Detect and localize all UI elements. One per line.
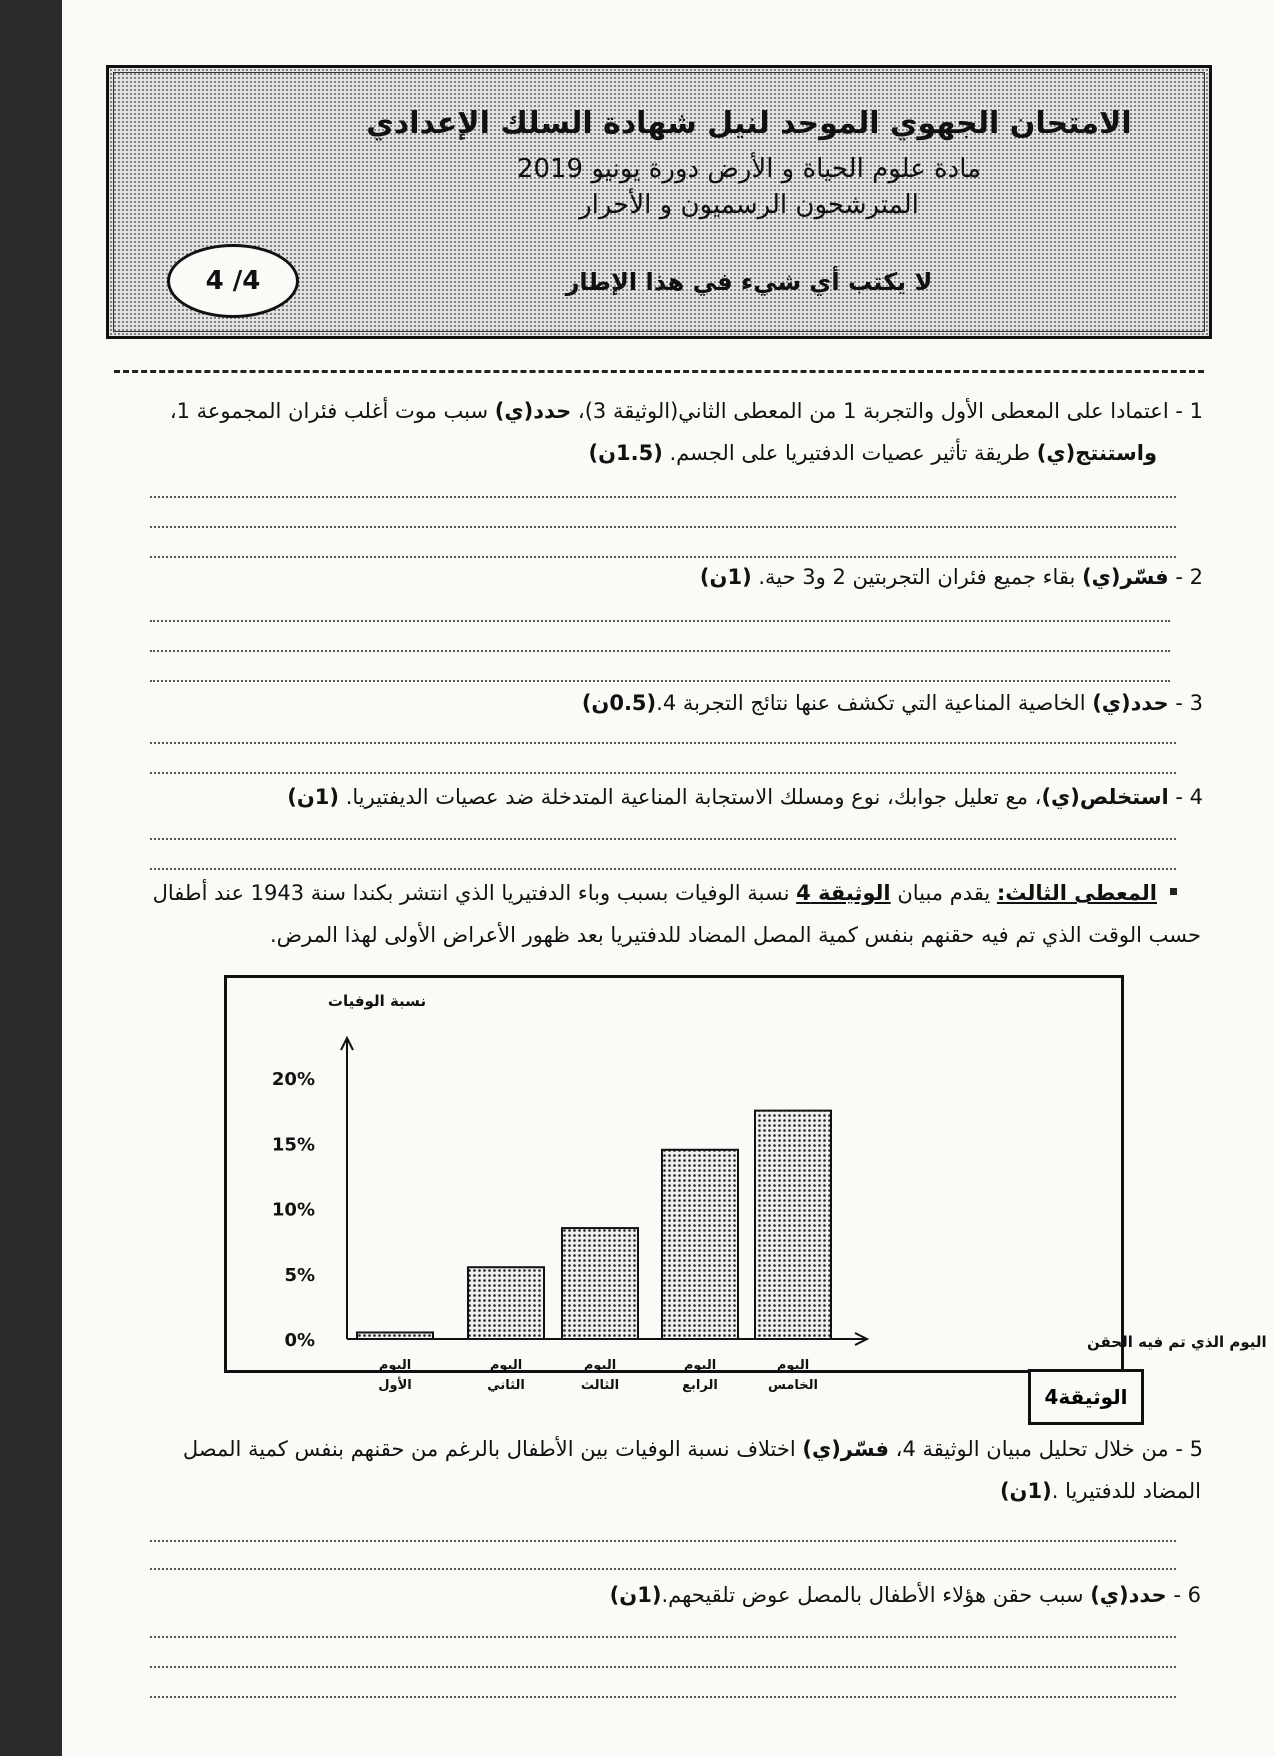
question-5-line-2: المضاد للدفتيريا .(1ن) bbox=[999, 1479, 1201, 1503]
mortality-bar-chart bbox=[227, 978, 1267, 1393]
answer-line[interactable] bbox=[150, 742, 1176, 744]
page-number: 4 /4 bbox=[167, 244, 299, 318]
x-axis-label: اليوم الذي تم فيه الحقن bbox=[1087, 1333, 1267, 1351]
answer-line[interactable] bbox=[150, 556, 1176, 558]
x-tick-label: الأول bbox=[378, 1378, 412, 1393]
answer-line[interactable] bbox=[150, 1540, 1176, 1542]
x-tick-label: الثاني bbox=[487, 1378, 525, 1393]
question-2: 2 - فسّر(ي) بقاء جميع فئران التجربتين 2 و3 حية. (1ن) bbox=[699, 565, 1203, 589]
answer-line[interactable] bbox=[150, 680, 1170, 682]
question-5-line-1: 5 - من خلال تحليل مبيان الوثيقة 4، فسّر(ي) اختلاف نسبة الوفيات بين الأطفال بالرغم من حقنهم بنفس كمية المصل bbox=[182, 1437, 1203, 1461]
answer-line[interactable] bbox=[150, 868, 1176, 870]
exam-header bbox=[106, 65, 1212, 339]
bar-1 bbox=[357, 1332, 433, 1339]
answer-line[interactable] bbox=[150, 772, 1176, 774]
chart-frame bbox=[224, 975, 1267, 1393]
y-tick-label: 0% bbox=[284, 1330, 315, 1351]
answer-line[interactable] bbox=[150, 1666, 1176, 1668]
answer-line[interactable] bbox=[150, 1696, 1176, 1698]
x-tick-label: اليوم bbox=[583, 1358, 617, 1373]
bar-5 bbox=[755, 1111, 831, 1339]
y-tick-label: 15% bbox=[271, 1134, 315, 1156]
bar-2 bbox=[468, 1267, 544, 1339]
question-4: 4 - استخلص(ي)، مع تعليل جوابك، نوع ومسلك الاستجابة المناعية المتدخلة ضد عصيات الديفتيريا. (1ن) bbox=[287, 785, 1203, 809]
question-1-line-1: 1 - اعتمادا على المعطى الأول والتجربة 1 من المعطى الثاني(الوثيقة 3)، حدد(ي) سبب موت أغلب فئران المجموعة 1، bbox=[169, 399, 1203, 423]
x-tick-label: الخامس bbox=[767, 1378, 819, 1393]
context-3-line-1: المعطى الثالث: يقدم مبيان الوثيقة 4 نسبة الوفيات بسبب وباء الدفتيريا الذي انتشر بكندا سنة 1943 عند أطفال bbox=[152, 881, 1157, 905]
question-3: 3 - حدد(ي) الخاصية المناعية التي تكشف عنها نتائج التجربة 4.(0.5ن) bbox=[581, 691, 1203, 715]
answer-line[interactable] bbox=[150, 620, 1170, 622]
chart-bars bbox=[357, 1111, 831, 1339]
y-axis-label: نسبة الوفيات bbox=[327, 992, 427, 1010]
x-tick-label: اليوم bbox=[378, 1358, 412, 1373]
answer-line[interactable] bbox=[150, 496, 1176, 498]
bullet-icon bbox=[1170, 888, 1177, 895]
exam-candidates: المترشحون الرسميون و الأحرار bbox=[579, 190, 919, 220]
answer-line[interactable] bbox=[150, 1636, 1176, 1638]
x-tick-label: الثالث bbox=[580, 1378, 620, 1393]
answer-line[interactable] bbox=[150, 838, 1176, 840]
x-tick-label: اليوم bbox=[489, 1358, 523, 1373]
context-3-line-2: حسب الوقت الذي تم فيه حقنهم بنفس كمية المصل المضاد للدفتيريا بعد ظهور الأعراض الأولى لهذا المرض. bbox=[269, 923, 1201, 947]
x-tick-label: اليوم bbox=[683, 1358, 717, 1373]
answer-line[interactable] bbox=[150, 1568, 1176, 1570]
answer-line[interactable] bbox=[150, 526, 1176, 528]
y-tick-label: 5% bbox=[284, 1264, 315, 1286]
exam-title: الامتحان الجهوي الموحد لنيل شهادة السلك الإعدادي bbox=[366, 106, 1132, 141]
cut-line bbox=[114, 370, 1204, 373]
x-tick-label: الرابع bbox=[682, 1378, 718, 1393]
no-write-notice: لا يكتب أي شيء في هذا الإطار bbox=[565, 268, 933, 296]
bar-4 bbox=[662, 1150, 738, 1339]
y-tick-label: 20% bbox=[271, 1069, 315, 1090]
question-6: 6 - حدد(ي) سبب حقن هؤلاء الأطفال بالمصل عوض تلقيحهم.(1ن) bbox=[609, 1583, 1201, 1607]
x-tick-label: اليوم bbox=[776, 1358, 810, 1373]
document-4-label: الوثيقة4 bbox=[1028, 1369, 1144, 1425]
bar-3 bbox=[562, 1228, 638, 1339]
answer-line[interactable] bbox=[150, 650, 1170, 652]
y-tick-label: 10% bbox=[271, 1199, 315, 1221]
exam-subject: مادة علوم الحياة و الأرض دورة يونيو 2019 bbox=[516, 154, 982, 184]
question-1-line-2: واستنتج(ي) طريقة تأثير عصيات الدفتيريا على الجسم. (1.5ن) bbox=[588, 441, 1157, 465]
